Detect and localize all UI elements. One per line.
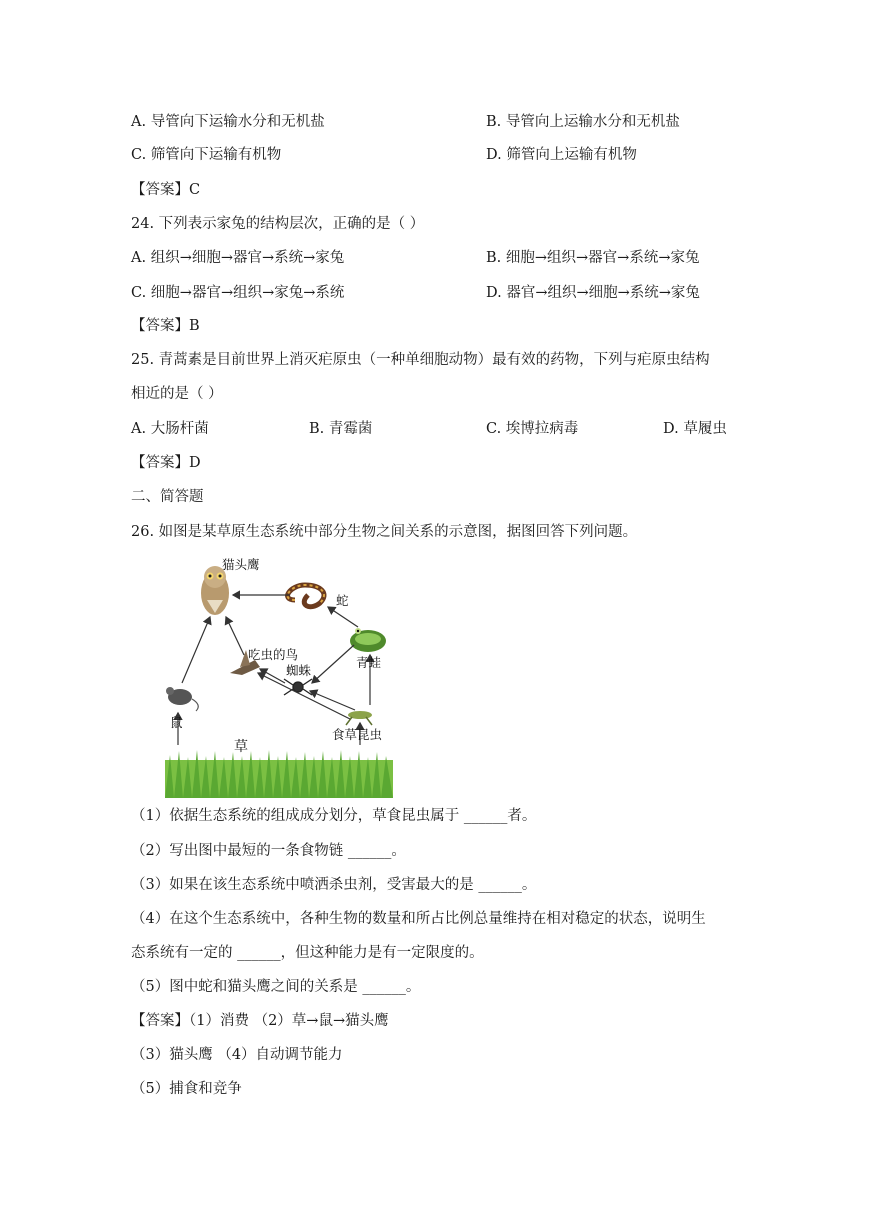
label-bird: 吃虫的鸟 — [248, 647, 299, 662]
q24-option-a: A. 组织→细胞→器官→系统→家兔 — [131, 250, 345, 266]
q25-option-d: D. 草履虫 — [663, 421, 727, 437]
q24-option-c: C. 细胞→器官→组织→家兔→系统 — [131, 285, 345, 301]
food-web-figure — [160, 555, 400, 800]
q24-stem: 24. 下列表示家兔的结构层次，正确的是（ ） — [131, 216, 425, 232]
q23-option-b: B. 导管向上运输水分和无机盐 — [486, 114, 680, 130]
q25-stem-line1: 25. 青蒿素是目前世界上消灭疟原虫（一种单细胞动物）最有效的药物，下列与疟原虫结构 — [131, 352, 710, 368]
q25-option-a: A. 大肠杆菌 — [131, 421, 209, 437]
q25-option-c: C. 埃博拉病毒 — [486, 421, 579, 437]
q26-sub2: （2）写出图中最短的一条食物链 ______。 — [131, 843, 406, 859]
q26-sub3: （3）如果在该生态系统中喷洒杀虫剂，受害最大的是 ______。 — [131, 877, 537, 893]
grass-image — [165, 750, 393, 798]
label-owl: 猫头鹰 — [222, 557, 260, 572]
q26-answer-line3: （5）捕食和竞争 — [131, 1081, 242, 1097]
q24-option-d: D. 器官→组织→细胞→系统→家兔 — [486, 285, 700, 301]
label-mouse: 鼠 — [170, 715, 183, 730]
q23-option-d: D. 筛管向上运输有机物 — [486, 147, 637, 163]
label-frog: 青蛙 — [356, 655, 382, 670]
q26-stem: 26. 如图是某草原生态系统中部分生物之间关系的示意图，据图回答下列问题。 — [131, 524, 638, 540]
q26-answer-line1: 【答案】（1）消费 （2）草→鼠→猫头鹰 — [131, 1013, 389, 1029]
q23-option-c: C. 筛管向下运输有机物 — [131, 147, 282, 163]
q23-answer: 【答案】C — [131, 182, 201, 198]
q26-sub5: （5）图中蛇和猫头鹰之间的关系是 ______。 — [131, 979, 421, 995]
section-title: 二、简答题 — [131, 489, 204, 505]
q26-sub4-line2: 态系统有一定的 ______，但这种能力是有一定限度的。 — [131, 945, 484, 961]
q26-answer-line2: （3）猫头鹰 （4）自动调节能力 — [131, 1047, 343, 1063]
grasshopper-image — [346, 711, 372, 725]
frog-image — [350, 628, 386, 652]
label-snake: 蛇 — [336, 593, 349, 608]
q25-option-b: B. 青霉菌 — [309, 421, 373, 437]
q24-answer: 【答案】B — [131, 318, 200, 334]
label-grass: 草 — [234, 739, 248, 755]
q26-sub1: （1）依据生态系统的组成成分划分，草食昆虫属于 ______者。 — [131, 808, 537, 824]
label-spider: 蜘蛛 — [286, 663, 312, 678]
mouse-image — [166, 687, 198, 711]
q26-sub4-line1: （4）在这个生态系统中，各种生物的数量和所占比例总量维持在相对稳定的状态，说明生 — [131, 911, 706, 927]
label-insect: 食草昆虫 — [332, 727, 383, 742]
snake-image — [288, 585, 324, 607]
q25-stem-line2: 相近的是（ ） — [131, 386, 223, 402]
q24-option-b: B. 细胞→组织→器官→系统→家兔 — [486, 250, 700, 266]
food-web-arrows — [178, 595, 370, 745]
q25-answer: 【答案】D — [131, 455, 201, 471]
q23-option-a: A. 导管向下运输水分和无机盐 — [131, 114, 325, 130]
owl-image — [201, 566, 229, 615]
